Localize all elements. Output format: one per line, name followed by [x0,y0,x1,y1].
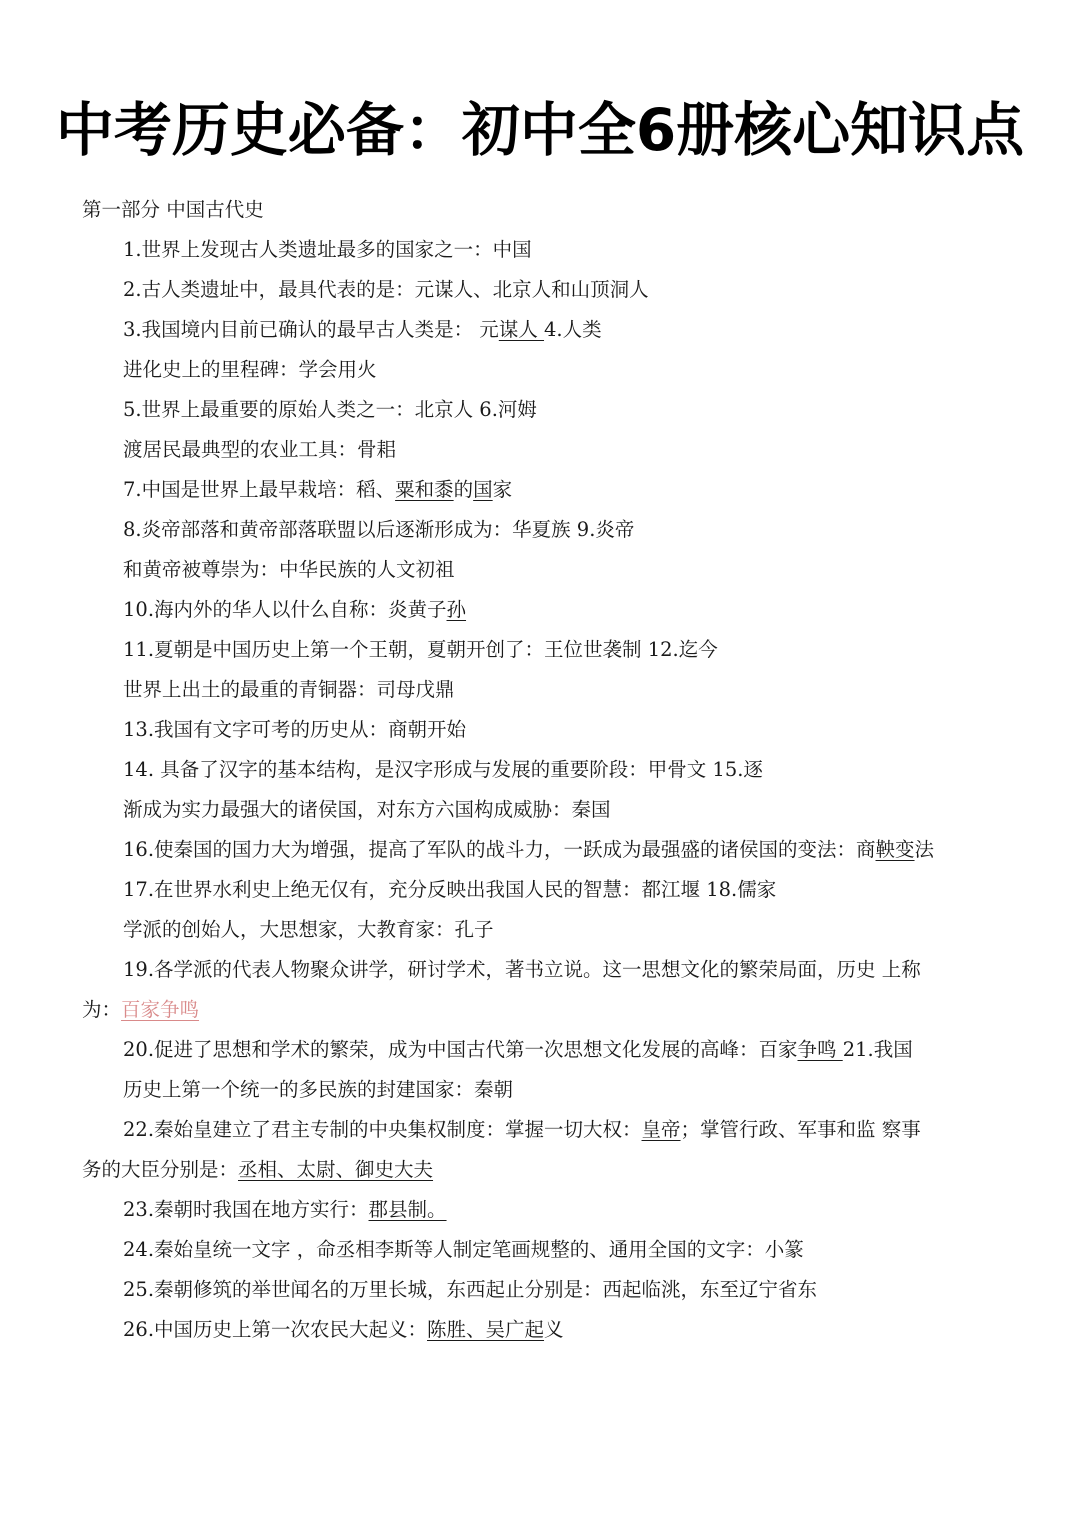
item-text: 20.促进了思想和学术的繁荣，成为中国古代第一次思想文化发展的高峰：百家 [123,1038,798,1061]
item-text: 学派的创始人，大思想家，大教育家：孔子 [123,918,494,941]
underlined-answer: 谋人 [498,318,545,341]
underlined-answer: 孙 [446,598,467,621]
item-text: 务的大臣分别是： [82,1158,239,1181]
item-text: 义 [544,1318,564,1341]
item-text: 4.人类 [544,318,602,341]
item-text: 世界上出土的最重的青铜器：司母戊鼎 [123,678,455,701]
list-item [82,910,1042,950]
underlined-answer: 争鸣 [797,1038,843,1061]
item-text: ；掌管行政、军事和监 察事 [680,1118,921,1141]
list-item [82,470,1042,510]
underlined-answer: 郡县制。 [368,1198,447,1221]
item-text: 5.世界上最重要的原始人类之一：北京人 6.河姆 [123,398,537,421]
item-text: 渐成为实力最强大的诸侯国，对东方六国构成威胁：秦国 [123,798,611,821]
underlined-answer: 皇帝 [641,1118,681,1141]
list-item [82,1030,1042,1070]
list-item [82,350,1042,390]
item-text: 11.夏朝是中国历史上第一个王朝，夏朝开创了：王位世袭制 12.迄今 [123,638,718,661]
list-item [82,590,1042,630]
item-text: 26.中国历史上第一次农民大起义： [123,1318,428,1341]
item-text: 10.海内外的华人以什么自称：炎黄子 [123,598,447,621]
list-item [82,790,1042,830]
item-text: 2.古人类遗址中，最具代表的是：元谋人、北京人和山顶洞人 [123,278,649,301]
underlined-answer: 陈胜、吴广起 [427,1318,545,1341]
item-text: 25.秦朝修筑的举世闻名的万里长城，东西起止分别是：西起临洮，东至辽宁省东 [123,1278,818,1301]
item-text: 19.各学派的代表人物聚众讲学，研讨学术，著书立说。这一思想文化的繁荣局面，历史 上称 [123,958,921,981]
item-text: 7.中国是世界上最早栽培：稻、 [123,478,396,501]
item-text: 13.我国有文字可考的历史从：商朝开始 [123,718,467,741]
item-text: 进化史上的里程碑：学会用火 [123,358,377,381]
item-text: 的 [453,478,474,501]
underlined-answer: 丞相、太尉、御史大夫 [238,1158,434,1181]
list-item [82,430,1042,470]
underlined-answer: 国 [473,478,493,501]
list-item [82,750,1042,790]
item-text: 为： [82,998,122,1021]
underlined-answer: 粟和黍 [395,478,454,501]
item-text: 家 [492,478,513,501]
item-text: 24.秦始皇统一文字 ，命丞相李斯等人制定笔画规整的、通用全国的文字：小篆 [123,1238,804,1261]
list-item [82,550,1042,590]
list-item [82,830,1042,870]
list-item [82,1190,1042,1230]
item-text: 历史上第一个统一的多民族的封建国家：秦朝 [123,1078,514,1101]
item-text: 22.秦始皇建立了君主专制的中央集权制度：掌握一切大权： [123,1118,642,1141]
document-body [82,190,1042,1350]
list-item [82,1230,1042,1270]
list-item [82,1310,1042,1350]
list-item [82,1070,1042,1110]
list-item [82,1270,1042,1310]
list-item [82,670,1042,710]
item-text: 和黄帝被尊崇为：中华民族的人文初祖 [123,558,455,581]
list-item [82,270,1042,310]
list-item [82,710,1042,750]
list-item [82,310,1042,350]
list-item [82,390,1042,430]
list-item [82,1110,1042,1150]
list-item [82,630,1042,670]
list-item [82,950,1042,990]
item-text: 法 [914,838,935,861]
list-item-continuation [82,990,1042,1030]
item-text: 16.使秦国的国力大为增强，提高了军队的战斗力，一跃成为最强盛的诸侯国的变法：商 [123,838,876,861]
item-text: 21.我国 [842,1038,913,1061]
section-heading: 第一部分 中国古代史 [82,198,264,221]
item-text: 14. 具备了汉字的基本结构，是汉字形成与发展的重要阶段：甲骨文 15.逐 [123,758,763,781]
list-item [82,870,1042,910]
item-text: 8.炎帝部落和黄帝部落联盟以后逐渐形成为：华夏族 9.炎帝 [123,518,635,541]
item-text: 3.我国境内目前已确认的最早古人类是： 元 [123,318,499,341]
page-title: 中考历史必备：初中全6册核心知识点 [55,96,1025,164]
highlighted-answer: 百家争鸣 [121,998,200,1021]
list-item [82,510,1042,550]
item-text: 23.秦朝时我国在地方实行： [123,1198,369,1221]
list-item [82,230,1042,270]
list-item-continuation [82,1150,1042,1190]
item-text: 渡居民最典型的农业工具：骨耜 [123,438,397,461]
item-text: 1.世界上发现古人类遗址最多的国家之一：中国 [123,238,532,261]
underlined-answer: 鞅变 [875,838,915,861]
item-text: 17.在世界水利史上绝无仅有，充分反映出我国人民的智慧：都江堰 18.儒家 [123,878,777,901]
